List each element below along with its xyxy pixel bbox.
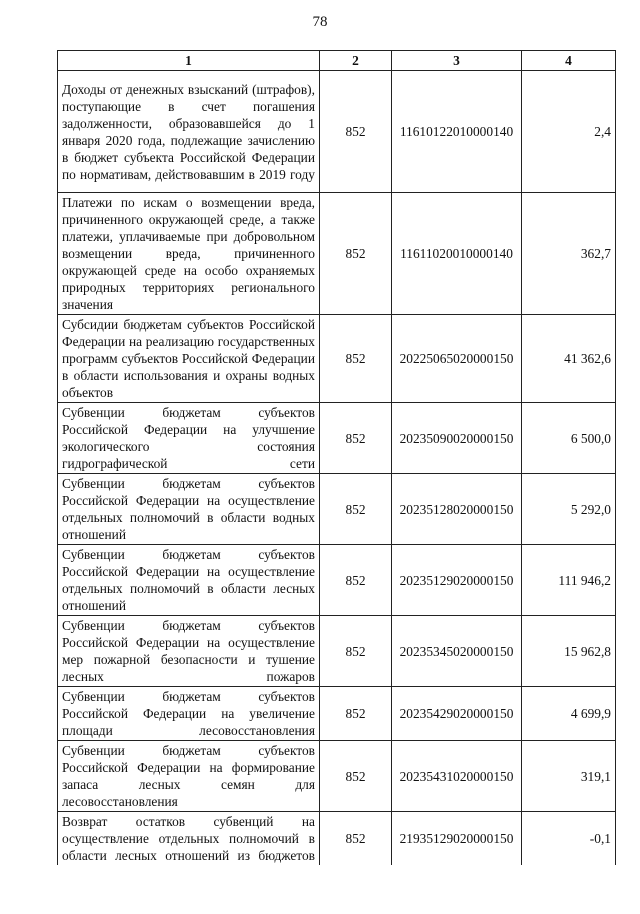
- row-amount: 362,7: [522, 193, 616, 315]
- row-amount: 5 292,0: [522, 474, 616, 545]
- row-admin-code: 852: [320, 71, 392, 193]
- table-row: [58, 616, 616, 687]
- column-header-2: 2: [320, 51, 392, 71]
- row-admin-code: 852: [320, 193, 392, 315]
- column-header-3: 3: [392, 51, 522, 71]
- row-budget-code: 20225065020000150: [392, 315, 522, 403]
- table-row: [58, 71, 616, 193]
- row-budget-code: 20235431020000150: [392, 741, 522, 812]
- row-description: Субсидии бюджетам субъектов Российской Федерации на реализацию государственных программ субъектов Российской Федерации в области использования и охраны водных объектов: [58, 315, 320, 403]
- row-admin-code: 852: [320, 741, 392, 812]
- row-amount: 2,4: [522, 71, 616, 193]
- row-budget-code: 20235129020000150: [392, 545, 522, 616]
- row-description: Возврат остатков субвенций на осуществление отдельных полномочий в области лесных отношений из бюджетов: [58, 812, 320, 866]
- row-amount: -0,1: [522, 812, 616, 866]
- row-budget-code: 20235090020000150: [392, 403, 522, 474]
- table-row: [58, 545, 616, 616]
- table-row: [58, 315, 616, 403]
- table-row: [58, 193, 616, 315]
- table-row: [58, 741, 616, 812]
- page-number: 78: [312, 14, 328, 30]
- table-row: [58, 812, 616, 866]
- row-description: Субвенции бюджетам субъектов Российской Федерации на осуществление отдельных полномочий в области лесных отношений: [58, 545, 320, 616]
- row-amount: 111 946,2: [522, 545, 616, 616]
- row-budget-code: 20235429020000150: [392, 687, 522, 741]
- row-admin-code: 852: [320, 687, 392, 741]
- row-budget-code: 20235128020000150: [392, 474, 522, 545]
- row-admin-code: 852: [320, 315, 392, 403]
- row-amount: 4 699,9: [522, 687, 616, 741]
- column-header-4: 4: [522, 51, 616, 71]
- row-description: Платежи по искам о возмещении вреда, причиненного окружающей среде, а также платежи, уплачиваемые при добровольном возмещении вреда, причиненного окружающей среде на особо охраняемых природных территориях регионального значения: [58, 193, 320, 315]
- row-amount: 41 362,6: [522, 315, 616, 403]
- table-row: [58, 403, 616, 474]
- row-budget-code: 21935129020000150: [392, 812, 522, 866]
- row-admin-code: 852: [320, 812, 392, 866]
- table-row: [58, 474, 616, 545]
- row-description: Субвенции бюджетам субъектов Российской Федерации на формирование запаса лесных семян для лесовосстановления: [58, 741, 320, 812]
- row-description: Субвенции бюджетам субъектов Российской Федерации на улучшение экологического состояния гидрографической сети: [58, 403, 320, 474]
- table-row: [58, 687, 616, 741]
- row-admin-code: 852: [320, 474, 392, 545]
- row-admin-code: 852: [320, 545, 392, 616]
- row-description: Субвенции бюджетам субъектов Российской Федерации на осуществление отдельных полномочий в области водных отношений: [58, 474, 320, 545]
- row-amount: 15 962,8: [522, 616, 616, 687]
- row-budget-code: 11611020010000140: [392, 193, 522, 315]
- table-header-row: [58, 51, 616, 71]
- column-header-1: 1: [58, 51, 320, 71]
- row-description: Субвенции бюджетам субъектов Российской Федерации на осуществление мер пожарной безопасности и тушение лесных пожаров: [58, 616, 320, 687]
- row-amount: 6 500,0: [522, 403, 616, 474]
- row-admin-code: 852: [320, 403, 392, 474]
- row-budget-code: 20235345020000150: [392, 616, 522, 687]
- row-admin-code: 852: [320, 616, 392, 687]
- revenue-table: [57, 50, 616, 865]
- row-description: Доходы от денежных взысканий (штрафов), поступающие в счет погашения задолженности, образовавшейся до 1 января 2020 года, подлежащие зачислению в бюджет субъекта Российской Федерации по нормативам, действовавшим в 2019 году: [58, 71, 320, 193]
- row-amount: 319,1: [522, 741, 616, 812]
- row-budget-code: 11610122010000140: [392, 71, 522, 193]
- row-description: Субвенции бюджетам субъектов Российской Федерации на увеличение площади лесовосстановления: [58, 687, 320, 741]
